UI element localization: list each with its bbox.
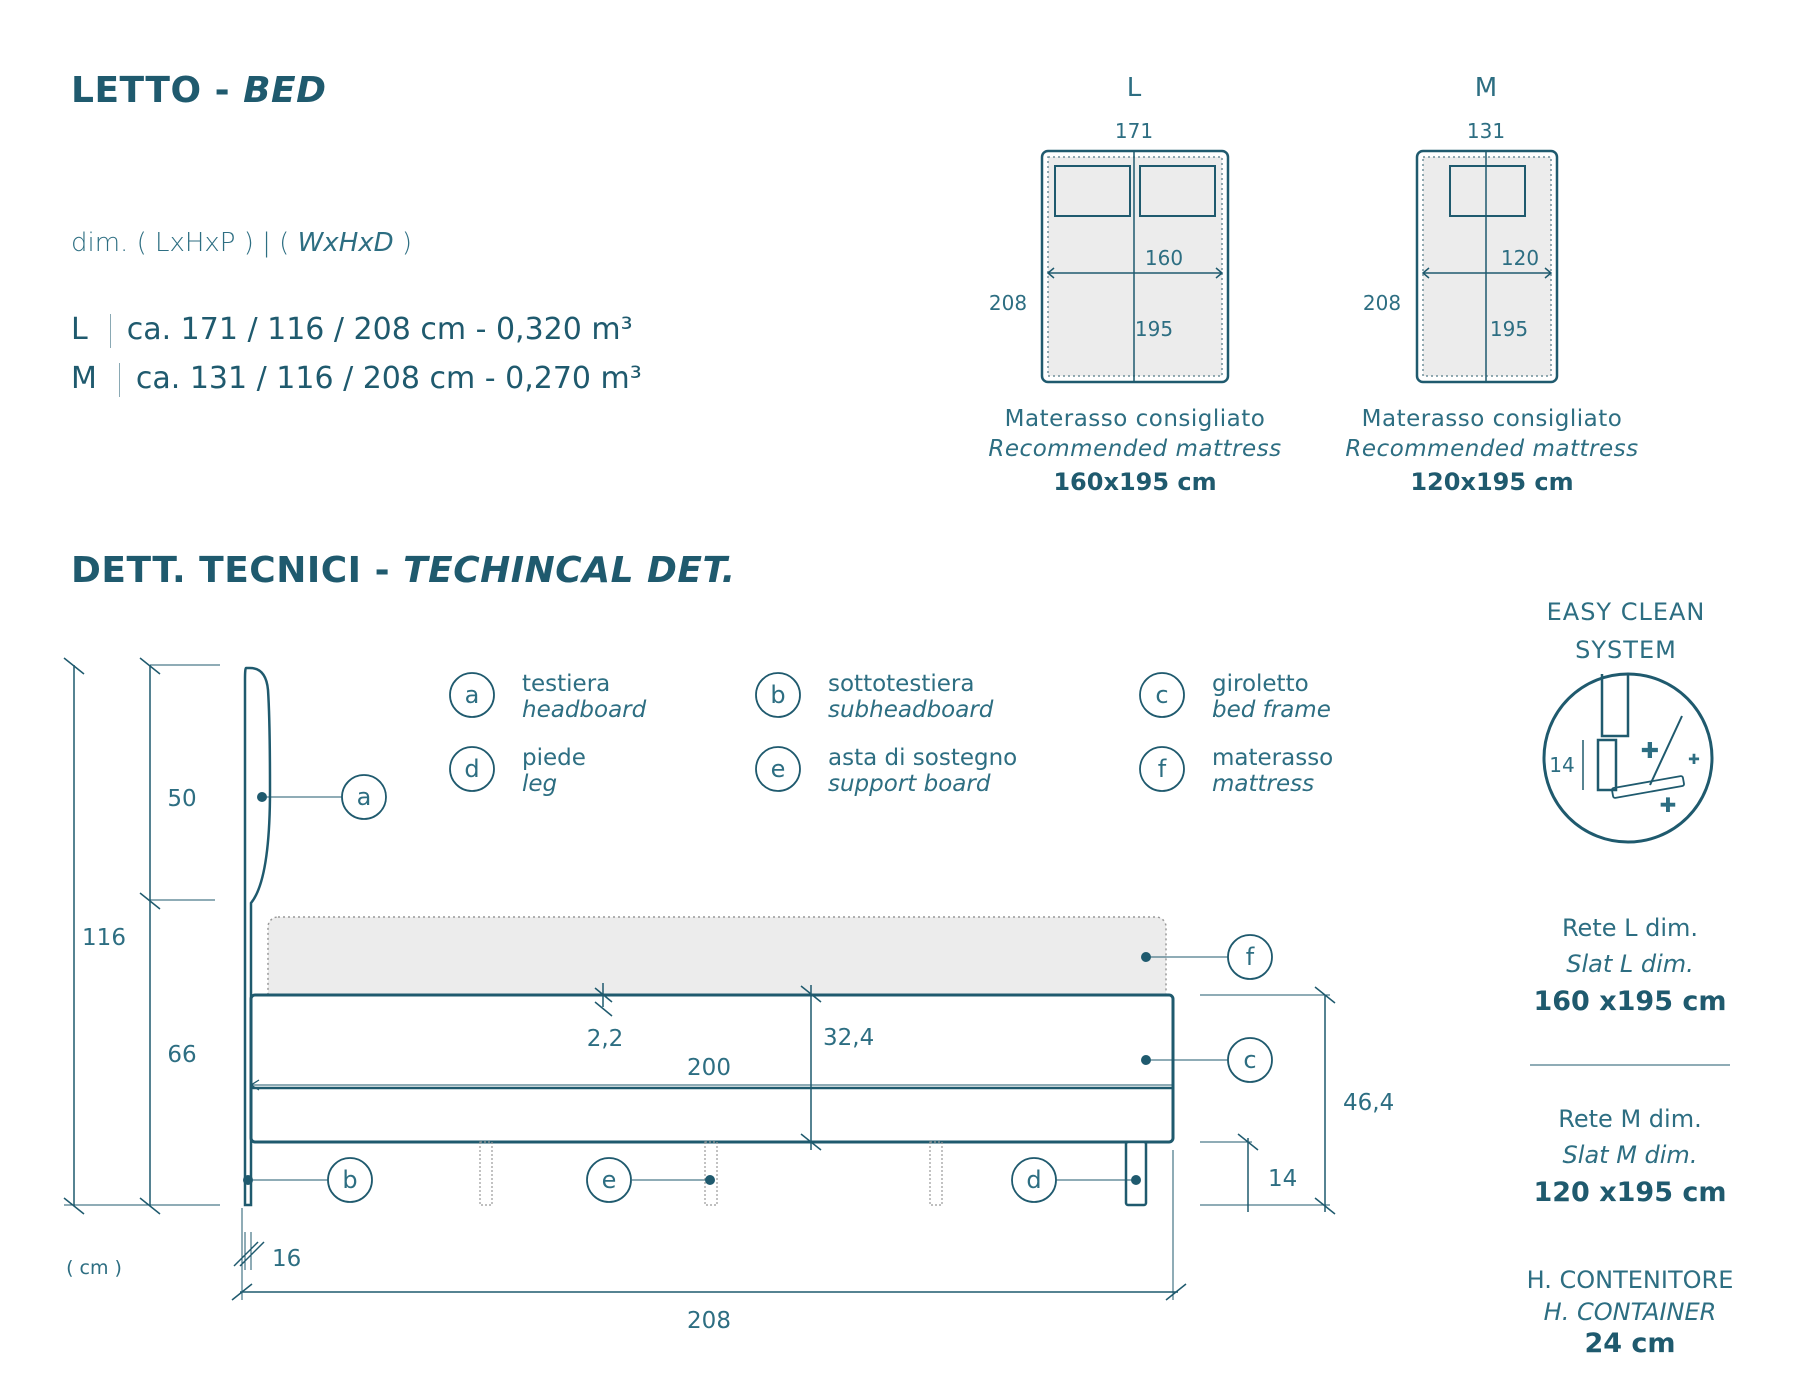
dimension-legend: dim. ( LxHxP ) | ( WxHxD ) [71, 228, 413, 258]
plan-mattress-length: 195 [1489, 317, 1529, 341]
slat-l: Rete L dim. Slat L dim. 160 x195 cm [1533, 914, 1727, 1017]
svg-text:✚: ✚ [1659, 793, 1677, 817]
label-headboard-lower: 66 [167, 1042, 197, 1068]
unit-label: ( cm ) [66, 1257, 122, 1279]
plan-size-label: M [1474, 73, 1498, 103]
svg-text:c: c [1155, 681, 1169, 709]
svg-text:asta di sostegno: asta di sostegno [828, 745, 1018, 771]
label-headboard-thickness: 16 [272, 1246, 302, 1272]
svg-text:b: b [770, 681, 786, 709]
svg-text:a: a [464, 681, 480, 709]
svg-text:f: f [1157, 755, 1167, 783]
label-leg-height: 14 [1268, 1166, 1298, 1192]
mattress-reco-l: Materasso consigliato Recommended mattress 160x195 cm [988, 406, 1282, 496]
plan-size-label: L [1126, 73, 1142, 103]
svg-text:b: b [342, 1166, 358, 1194]
svg-text:f: f [1245, 943, 1255, 971]
support-board [480, 1142, 492, 1205]
page-title: LETTO - BED [71, 70, 327, 111]
svg-text:materasso: materasso [1212, 745, 1334, 771]
leg-shape [1126, 1142, 1146, 1205]
support-board [930, 1142, 942, 1205]
mattress-reco-m: Materasso consigliato Recommended mattress 120x195 cm [1345, 406, 1639, 496]
label-total-length: 208 [687, 1308, 731, 1334]
spec-size: L [71, 312, 88, 347]
svg-text:sottotestiera: sottotestiera [828, 671, 975, 697]
support-board [705, 1142, 717, 1205]
plan-length-label: 208 [1362, 291, 1402, 315]
label-headboard-upper: 50 [167, 786, 197, 812]
svg-text:a: a [356, 783, 372, 811]
spec-text: ca. 131 / 116 / 208 cm - 0,270 m³ [135, 361, 642, 396]
svg-text:✚: ✚ [1640, 739, 1660, 764]
label-inner-length: 200 [687, 1055, 731, 1081]
slat-m: Rete M dim. Slat M dim. 120 x195 cm [1533, 1105, 1727, 1208]
svg-text:✚: ✚ [1688, 752, 1700, 768]
easy-clean-detail [1544, 598, 1712, 842]
svg-text:leg: leg [522, 771, 558, 797]
svg-text:piede: piede [522, 745, 586, 771]
spec-text: ca. 171 / 116 / 208 cm - 0,320 m³ [126, 312, 633, 347]
svg-text:bed frame: bed frame [1212, 697, 1331, 723]
plan-mattress-length: 195 [1134, 317, 1174, 341]
svg-text:e: e [601, 1166, 617, 1194]
plan-width-label: 131 [1466, 119, 1506, 143]
svg-text:headboard: headboard [522, 697, 647, 723]
spec-size: M [71, 361, 97, 396]
tech-title: DETT. TECNICI - TECHINCAL DET. [71, 550, 736, 591]
label-frame-height: 32,4 [823, 1025, 875, 1051]
plan-mattress-width: 120 [1500, 246, 1540, 270]
svg-text:giroletto: giroletto [1212, 671, 1309, 697]
svg-text:SYSTEM: SYSTEM [1575, 636, 1677, 664]
svg-text:subheadboard: subheadboard [828, 697, 994, 723]
svg-text:support board: support board [828, 771, 991, 797]
svg-text:14: 14 [1549, 753, 1575, 777]
svg-text:e: e [770, 755, 786, 783]
svg-text:mattress: mattress [1212, 771, 1315, 797]
svg-text:d: d [464, 755, 480, 783]
svg-text:c: c [1243, 1046, 1257, 1074]
svg-text:testiera: testiera [522, 671, 611, 697]
container-height: H. CONTENITORE H. CONTAINER 24 cm [1526, 1266, 1734, 1359]
plan-width-label: 171 [1114, 119, 1154, 143]
svg-text:EASY CLEAN: EASY CLEAN [1546, 598, 1706, 626]
plan-mattress-width: 160 [1144, 246, 1184, 270]
label-mattress-gap: 2,2 [586, 1026, 624, 1052]
label-total-height: 116 [82, 925, 126, 951]
svg-text:d: d [1026, 1166, 1042, 1194]
plan-length-label: 208 [988, 291, 1028, 315]
label-frame-total-height: 46,4 [1343, 1090, 1395, 1116]
